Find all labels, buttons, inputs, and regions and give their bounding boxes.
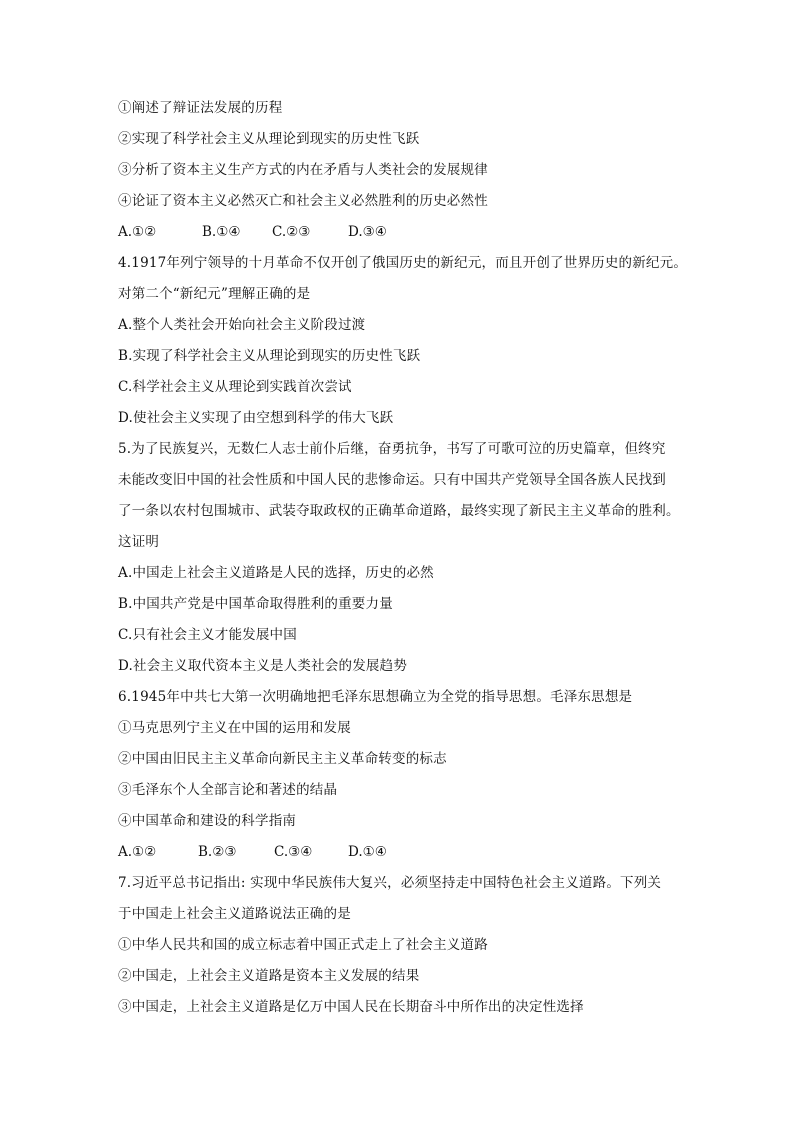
- q7-option-1: ①中华人民共和国的成立标志着中国正式走上了社会主义道路: [118, 937, 488, 953]
- q6-choice-b: B.②③: [198, 844, 237, 860]
- q6-option-1: ①马克思列宁主义在中国的运用和发展: [118, 720, 351, 736]
- q5-option-c: C.只有社会主义才能发展中国: [118, 627, 297, 643]
- q6-choices: [118, 844, 698, 875]
- q5-option-b: B.中国共产党是中国革命取得胜利的重要力量: [118, 596, 393, 612]
- q3-option-3: ③分析了资本主义生产方式的内在矛盾与人类社会的发展规律: [118, 162, 488, 178]
- q3-option-1: ①阐述了辩证法发展的历程: [118, 100, 283, 116]
- q3-choice-a: A.①②: [118, 224, 157, 240]
- q3-choice-c: C.②③: [272, 224, 311, 240]
- q4-option-c: C.科学社会主义从理论到实践首次尝试: [118, 379, 352, 395]
- q5-stem-line-3: 了一条以农村包围城市、武装夺取政权的正确革命道路，最终实现了新民主主义革命的胜利。: [118, 503, 680, 519]
- q3-option-4: ④论证了资本主义必然灭亡和社会主义必然胜利的历史必然性: [118, 193, 488, 209]
- q4-stem-line-1: 4.1917年列宁领导的十月革命不仅开创了俄国历史的新纪元，而且开创了世界历史的新纪元。: [118, 255, 688, 271]
- q7-option-3: ③中国走，上社会主义道路是亿万中国人民在长期奋斗中所作出的决定性选择: [118, 999, 584, 1015]
- q5-option-d: D.社会主义取代资本主义是人类社会的发展趋势: [118, 658, 408, 674]
- q5-stem-line-2: 未能改变旧中国的社会性质和中国人民的悲惨命运。只有中国共产党领导全国各族人民找到: [118, 472, 666, 488]
- q6-option-3: ③毛泽东个人全部言论和著述的结晶: [118, 782, 338, 798]
- q4-option-d: D.使社会主义实现了由空想到科学的伟大飞跃: [118, 410, 394, 426]
- q3-choice-d: D.③④: [348, 224, 387, 240]
- q6-choice-a: A.①②: [118, 844, 157, 860]
- q6-choice-d: D.①④: [348, 844, 387, 860]
- q6-choice-c: C.③④: [274, 844, 313, 860]
- q3-choice-b: B.①④: [202, 224, 241, 240]
- q4-stem-line-2: 对第二个“新纪元”理解正确的是: [118, 286, 311, 302]
- q3-choices: [118, 224, 698, 255]
- q7-stem-line-2: 于中国走上社会主义道路说法正确的是: [118, 906, 351, 922]
- q5-option-a: A.中国走上社会主义道路是人民的选择，历史的必然: [118, 565, 434, 581]
- q6-option-4: ④中国革命和建设的科学指南: [118, 813, 297, 829]
- q4-option-b: B.实现了科学社会主义从理论到现实的历史性飞跃: [118, 348, 421, 364]
- q7-stem-line-1: 7.习近平总书记指出: 实现中华民族伟大复兴，必须坚持走中国特色社会主义道路。下列关: [118, 875, 662, 891]
- q7-option-2: ②中国走，上社会主义道路是资本主义发展的结果: [118, 968, 420, 984]
- q5-stem-line-1: 5.为了民族复兴，无数仁人志士前仆后继，奋勇抗争，书写了可歌可泣的历史篇章，但终究: [118, 441, 666, 457]
- exam-page: [118, 100, 698, 1030]
- q6-option-2: ②中国由旧民主主义革命向新民主主义革命转变的标志: [118, 751, 447, 767]
- q6-stem: 6.1945年中共七大第一次明确地把毛泽东思想确立为全党的指导思想。毛泽东思想是: [118, 689, 633, 705]
- q3-option-2: ②实现了科学社会主义从理论到现实的历史性飞跃: [118, 131, 420, 147]
- q5-stem-line-4: 这证明: [118, 534, 160, 550]
- q4-option-a: A.整个人类社会开始向社会主义阶段过渡: [118, 317, 366, 333]
